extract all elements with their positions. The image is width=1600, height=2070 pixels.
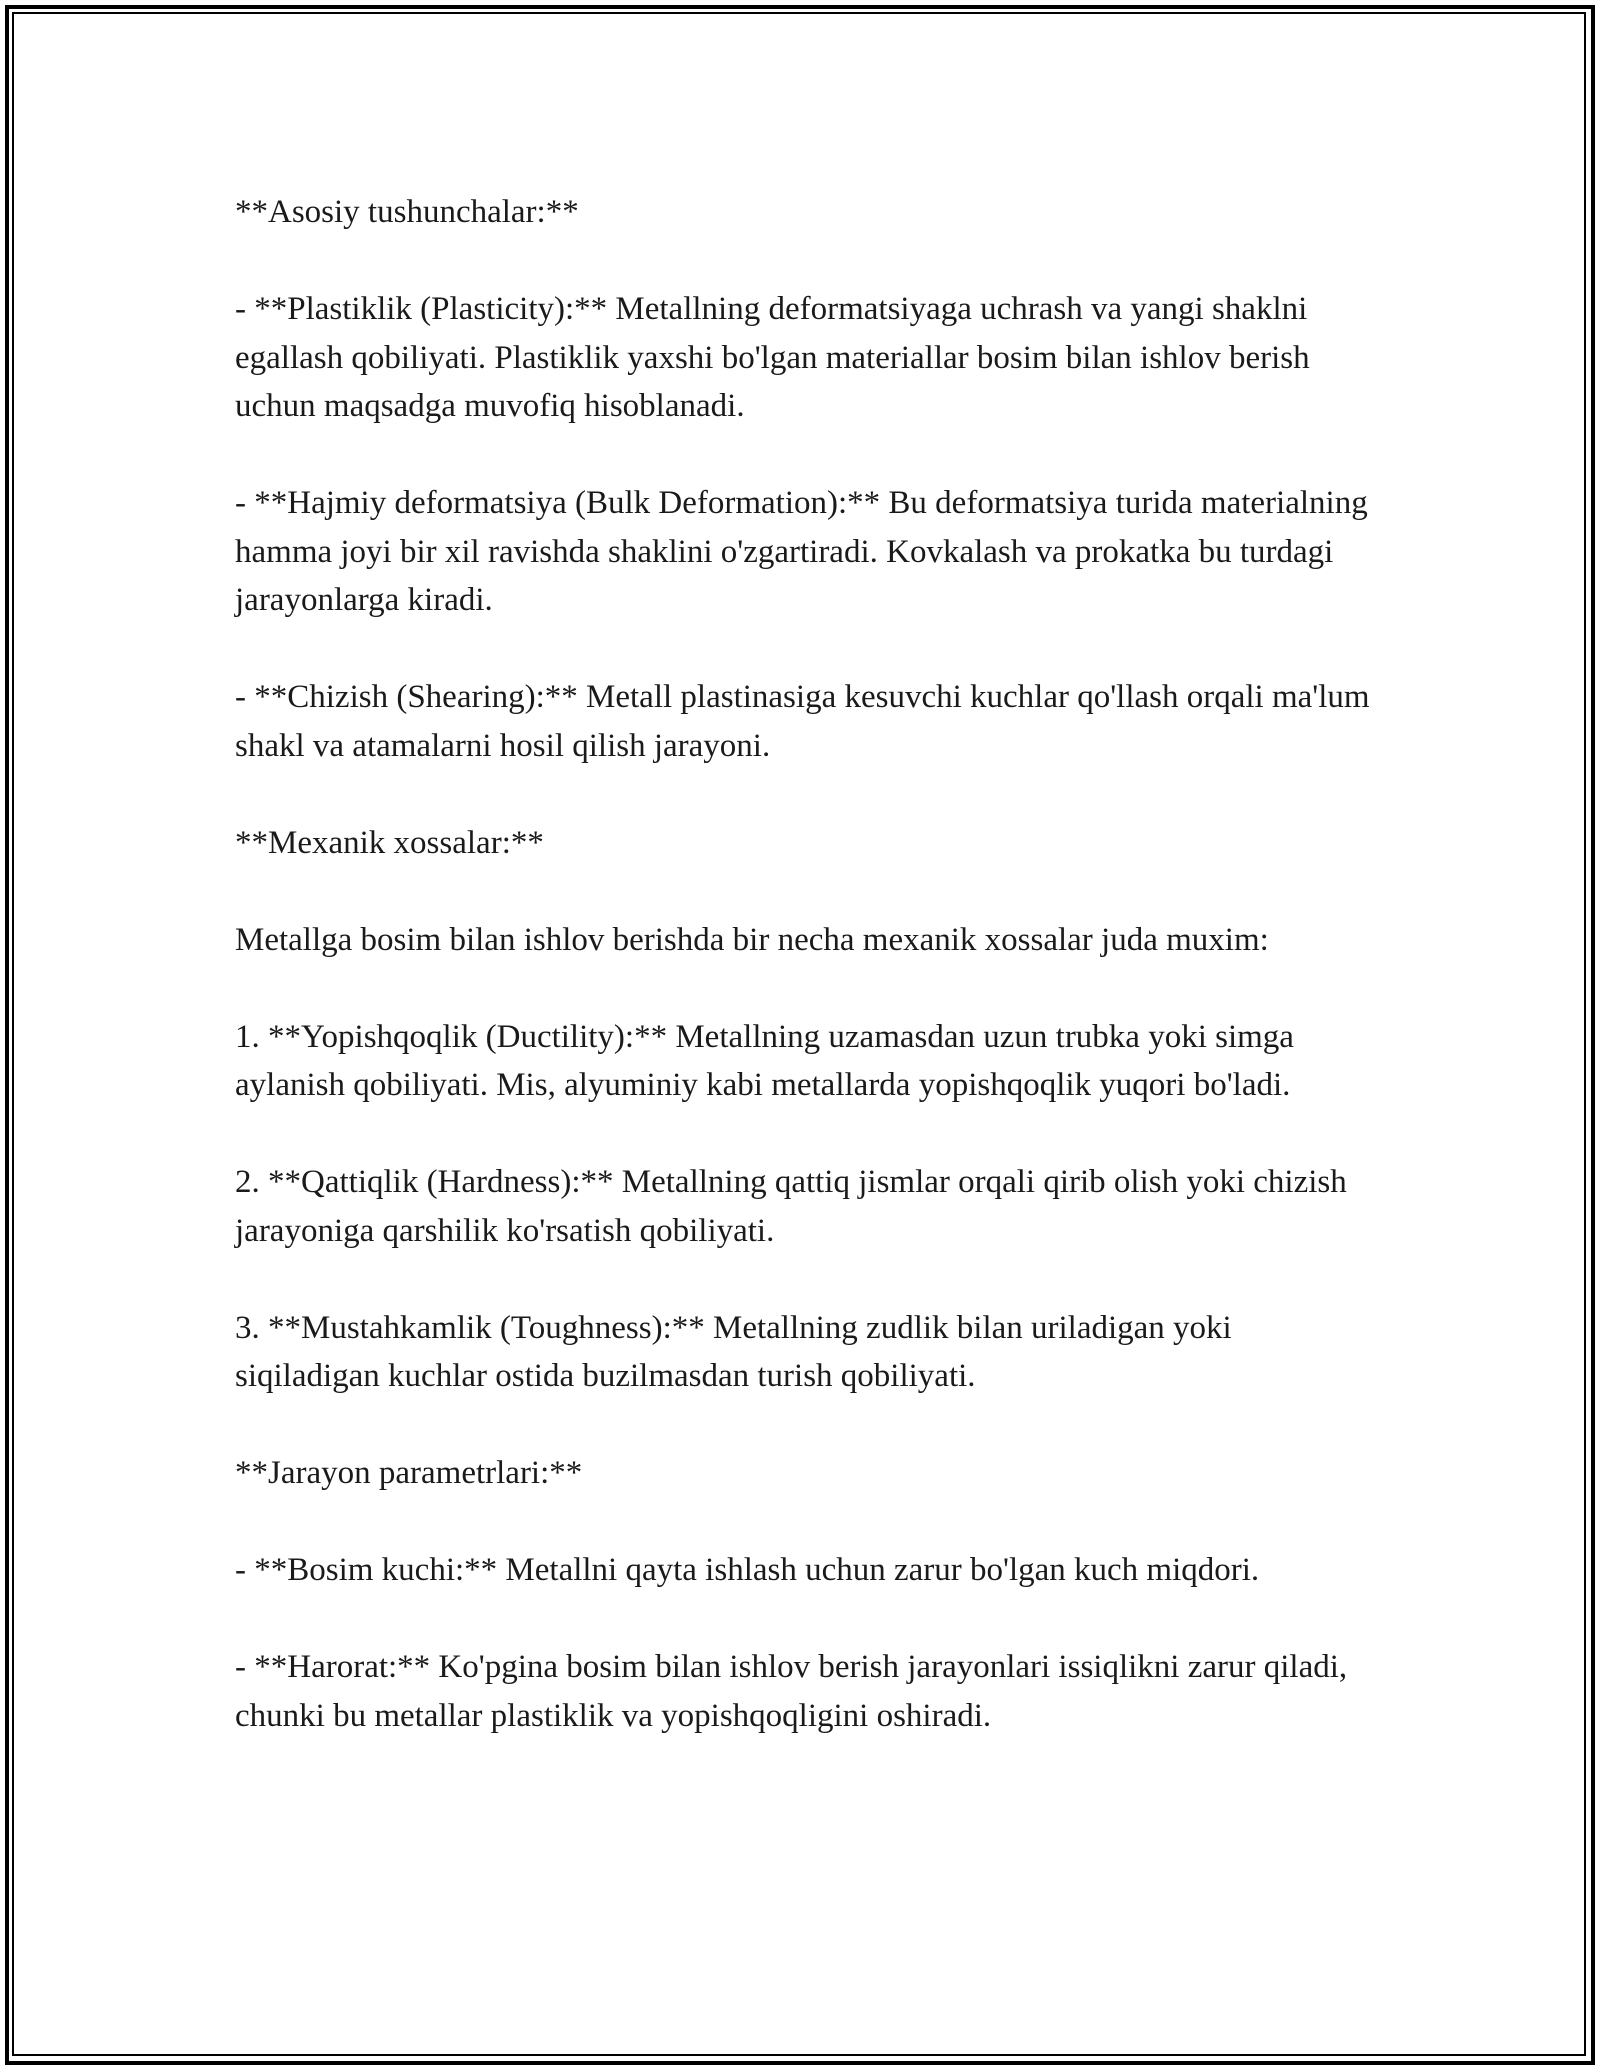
paragraph-shearing: - **Chizish (Shearing):** Metall plastinasiga kesuvchi kuchlar qo'llash orqali ma'lum shakl va atamalarni hosil qilish jarayoni. [235,679,1370,764]
paragraph-toughness: 3. **Mustahkamlik (Toughness):** Metallning zudlik bilan uriladigan yoki siqiladigan kuchlar ostida buzilmasdan turish qobiliyati. [235,1309,1232,1394]
heading-basic-concepts: **Asosiy tushunchalar:** [235,194,579,230]
paragraph-hardness: 2. **Qattiqlik (Hardness):** Metallning qattiq jismlar orqali qirib olish yoki chizish jarayoniga qarshilik ko'rsatish qobiliyati. [235,1164,1347,1249]
paragraph-plasticity: - **Plastiklik (Plasticity):** Metallning deformatsiyaga uchrash va yangi shaklni egallash qobiliyati. Plastiklik yaxshi bo'lgan materiallar bosim bilan ishlov berish uchun maqsadga muvofiq hisoblanadi. [235,291,1310,424]
document-body [235,188,1375,1740]
heading-mechanical-properties: **Mexanik xossalar:** [235,824,544,861]
paragraph-temperature: - **Harorat:** Ko'pgina bosim bilan ishlov berish jarayonlari issiqlikni zarur qiladi, chunki bu metallar plastiklik va yopishqoqligini oshiradi. [235,1649,1348,1734]
paragraph-pressure-force: - **Bosim kuchi:** Metallni qayta ishlash uchun zarur bo'lgan kuch miqdori. [235,1552,1260,1588]
paragraph-bulk-deformation: - **Hajmiy deformatsiya (Bulk Deformation):** Bu deformatsiya turida materialning hamma joyi bir xil ravishda shaklini o'zgartiradi. Kovkalash va prokatka bu turdagi jarayonlarga kiradi. [235,485,1368,618]
paragraph-ductility: 1. **Yopishqoqlik (Ductility):** Metallning uzamasdan uzun trubka yoki simga aylanish qobiliyati. Mis, alyuminiy kabi metallarda yopishqoqlik yuqori bo'ladi. [235,1018,1294,1103]
paragraph-mechanical-intro: Metallga bosim bilan ishlov berishda bir necha mexanik xossalar juda muxim: [235,921,1269,958]
heading-process-parameters: **Jarayon parametrlari:** [235,1455,583,1491]
